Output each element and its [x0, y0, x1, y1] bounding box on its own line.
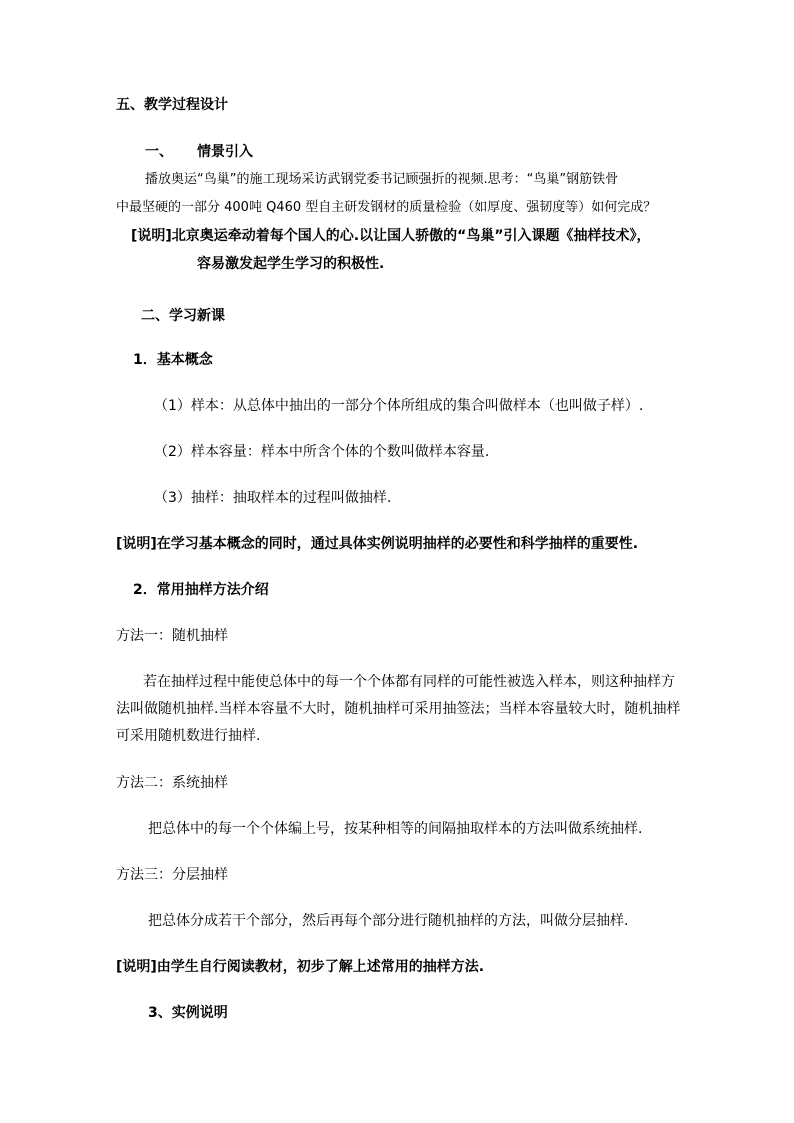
- part1-paragraph-line1: 播放奥运“鸟巢”的施工现场采访武钢党委书记顾强折的视频.思考：“鸟巢”钢筋铁骨: [145, 172, 619, 187]
- part1-note-line1: [说明]北京奥运牵动着每个国人的心.以让国人骄傲的“鸟巢”引入课题《抽样技术》，: [131, 228, 651, 244]
- section-title: 五、教学过程设计: [116, 97, 228, 113]
- concepts-note: [说明]在学习基本概念的同时，通过具体实例说明抽样的必要性和科学抽样的重要性.: [116, 536, 639, 552]
- example-heading: 3、实例说明: [148, 1005, 228, 1021]
- method1-line2: 法叫做随机抽样.当样本容量不大时，随机抽样可采用抽签法；当样本容量较大时，随机抽样: [116, 701, 681, 717]
- method1-title: 方法一：随机抽样: [116, 628, 228, 644]
- part1-paragraph-line2: 中最坚硬的一部分 400吨 Q460 型自主研发钢材的质量检验（如厚度、强韧度等）如何完成？: [116, 200, 657, 215]
- part1-title: 情景引入: [197, 144, 253, 160]
- part1-note-line2: 容易激发起学生学习的积极性.: [197, 256, 385, 272]
- method3-title: 方法三：分层抽样: [116, 867, 228, 883]
- part2-title: 二、学习新课: [141, 308, 225, 324]
- method1-line3: 可采用随机数进行抽样.: [116, 728, 261, 744]
- method3-text: 把总体分成若干个部分，然后再每个部分进行随机抽样的方法，叫做分层抽样.: [148, 913, 629, 929]
- concepts-heading: 1．基本概念: [133, 352, 213, 368]
- methods-note: [说明]由学生自行阅读教材，初步了解上述常用的抽样方法.: [116, 959, 485, 975]
- method1-line1: 若在抽样过程中能使总体中的每一个个体都有同样的可能性被选入样本，则这种抽样方: [143, 674, 675, 690]
- method2-text: 把总体中的每一个个体编上号，按某种相等的间隔抽取样本的方法叫做系统抽样.: [148, 821, 643, 837]
- methods-heading: 2．常用抽样方法介绍: [133, 582, 269, 598]
- concept-item: （2）样本容量：样本中所含个体的个数叫做样本容量.: [154, 444, 490, 460]
- method2-title: 方法二：系统抽样: [116, 775, 228, 791]
- concept-item: （3）抽样：抽取样本的过程叫做抽样.: [154, 490, 392, 506]
- part1-number: 一、: [145, 144, 173, 160]
- concept-item: （1）样本：从总体中抽出的一部分个体所组成的集合叫做样本（也叫做子样）.: [154, 398, 644, 414]
